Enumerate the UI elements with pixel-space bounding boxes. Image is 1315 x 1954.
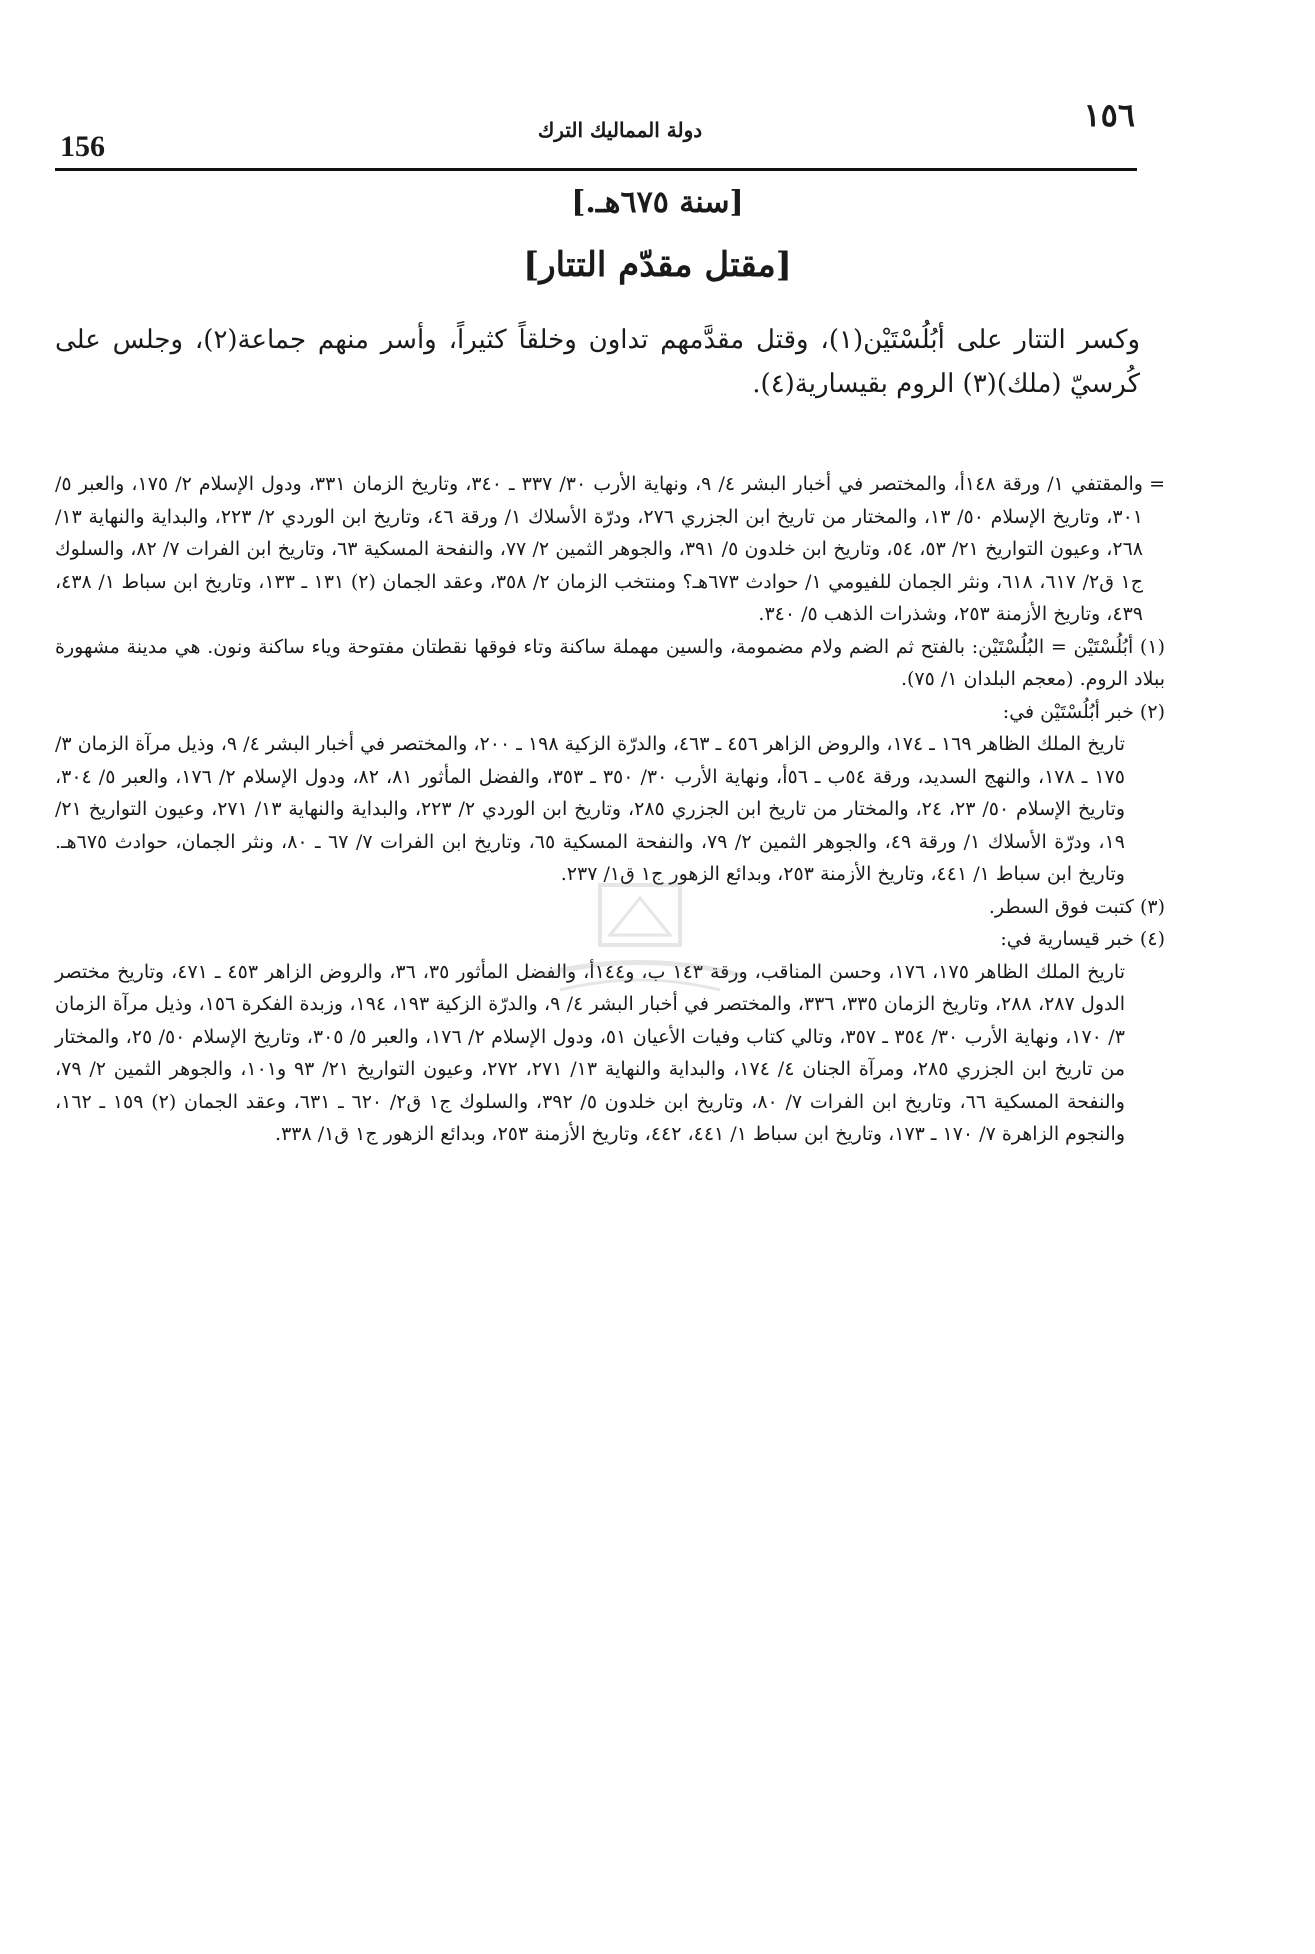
footnote-1: (١) أبُلُسْتَيْن = البُلُسْتَيْن: بالفتح ثم الضم ولام مضمومة، والسين مهملة ساكنة وتاء فوقها نقطتان مفتوحة وياء ساكنة ونون. هي مدينة مشهورة ببلاد الروم. (معجم البلدان ١/ ٧٥).	[55, 635, 1165, 690]
footnote-4-heading: (٤) خبر قيسارية في:	[1000, 928, 1165, 950]
library-stamp-icon	[530, 880, 750, 1000]
page-number-arabic: ١٥٦	[1083, 96, 1135, 134]
footnote-2-body: تاريخ الملك الظاهر ١٦٩ ـ ١٧٤، والروض الزاهر ٤٥٦ ـ ٤٦٣، والدرّة الزكية ١٩٨ ـ ٢٠٠، والمختصر في أخبار البشر ٤/ ٩، وذيل مرآة الزمان ٣/ ١٧٥ ـ ١٧٨، والنهج السديد، ورقة ٥٤ب ـ ٥٦أ، ونهاية الأرب ٣٠/ ٣٥٠ ـ ٣٥٣، والفضل المأثور ٨١، ٨٢، ودول الإسلام ٢/ ١٧٦، والعبر ٥/ ٣٠٤، وتاريخ الإسلام ٥٠/ ٢٣، ٢٤، والمختار من تاريخ ابن الجزري ٢٨٥، وتاريخ ابن الوردي ٢/ ٢٢٣، والبداية والنهاية ١٣/ ٢٧١، وعيون التواريخ ٢١/ ١٩، ودرّة الأسلاك ١/ ورقة ٤٩، والجوهر الثمين ٢/ ٧٩، والنفحة المسكية ٦٥، وتاريخ ابن الفرات ٧/ ٦٧ ـ ٨٠، ونثر الجمان، حوادث ٦٧٥هـ. وتاريخ ابن سباط ١/ ٤٤١، وتاريخ الأزمنة ٢٥٣، وبدائع الزهور ج١ ق١/ ٢٣٧.	[55, 733, 1126, 885]
footnotes	[55, 468, 1165, 1151]
main-paragraph: وكسر التتار على أبُلُسْتَيْن(١)، وقتل مقدَّمهم تداون وخلقاً كثيراً، وأسر منهم جماعة(٢)، وجلس على كُرسيّ (ملك)(٣) الروم بقيسارية(٤).	[55, 325, 1141, 399]
running-title: دولة المماليك الترك	[537, 118, 703, 142]
header-rule	[55, 168, 1137, 171]
section-heading: [مقتل مقدّم التتار]	[523, 245, 792, 285]
footnote-3: (٣) كتبت فوق السطر.	[988, 895, 1165, 918]
footnote-4-body: تاريخ الملك الظاهر ١٧٥، ١٧٦، وحسن المناقب، ورقة ١٤٣ ب، و١٤٤أ، والفضل المأثور ٣٥، ٣٦، والروض الزاهر ٤٥٣ ـ ٤٧١، وتاريخ مختصر الدول ٢٨٧، ٢٨٨، وتاريخ الزمان ٣٣٥، ٣٣٦، والمختصر في أخبار البشر ٤/ ٩، والدرّة الزكية ١٩٣، ١٩٤، وزبدة الفكرة ١٥٦، وذيل مرآة الزمان ٣/ ١٧٠، ونهاية الأرب ٣٠/ ٣٥٤ ـ ٣٥٧، وتالي كتاب وفيات الأعيان ٥١، ودول الإسلام ٢/ ١٧٦، والعبر ٥/ ٣٠٥، وتاريخ الإسلام ٥٠/ ٢٥، والمختار من تاريخ ابن الجزري ٢٨٥، ومرآة الجنان ٤/ ١٧٤، والبداية والنهاية ١٣/ ٢٧١، ٢٧٢، وعيون التواريخ ٢١/ ٩٣ و١٠١، والجوهر الثمين ٢/ ٧٩، والنفحة المسكية ٦٦، وتاريخ ابن الفرات ٧/ ٨٠، وتاريخ ابن خلدون ٥/ ٣٩٢، والسلوك ج١ ق٢/ ٦٢٠ ـ ٦٣١، وعقد الجمان (٢) ١٥٩ ـ ١٦٢، والنجوم الزاهرة ٧/ ١٧٠ ـ ١٧٣، وتاريخ ابن سباط ١/ ٤٤١، ٤٤٢، وتاريخ الأزمنة ٢٥٣، وبدائع الزهور ج١ ق١/ ٣٣٨.	[55, 960, 1126, 1145]
main-text	[55, 318, 1140, 406]
footnote-2-heading: (٢) خبر أبُلُسْتَيْن في:	[1002, 700, 1165, 723]
footnote-continuation: = والمقتفي ١/ ورقة ١٤٨أ، والمختصر في أخبار البشر ٤/ ٩، ونهاية الأرب ٣٠/ ٣٣٧ ـ ٣٤٠، وتاريخ الزمان ٣٣١، ودول الإسلام ٢/ ١٧٥، والعبر ٥/ ٣٠١، وتاريخ الإسلام ٥٠/ ١٣، والمختار من تاريخ ابن الجزري ٢٧٦، ودرّة الأسلاك ١/ ورقة ٤٦، وتاريخ ابن الوردي ٢/ ٢٢٣، والبداية والنهاية ١٣/ ٢٦٨، وعيون التواريخ ٢١/ ٥٣، ٥٤، وتاريخ ابن خلدون ٥/ ٣٩١، والجوهر الثمين ٢/ ٧٧، والنفحة المسكية ٦٣، وتاريخ ابن الفرات ٧/ ٨٢، والسلوك ج١ ق٢/ ٦١٧، ٦١٨، ونثر الجمان للفيومي ١/ حوادث ٦٧٣هـ؟ ومنتخب الزمان ٢/ ٣٥٨، وعقد الجمان (٢) ١٣١ ـ ١٣٣، وتاريخ ابن سباط ١/ ٤٣٨، ٤٣٩، وتاريخ الأزمنة ٢٥٣، وشذرات الذهب ٥/ ٣٤٠.	[55, 468, 1165, 631]
page-number-latin: 156	[60, 130, 105, 163]
year-heading: [سنة ٦٧٥هـ.]	[571, 185, 744, 220]
